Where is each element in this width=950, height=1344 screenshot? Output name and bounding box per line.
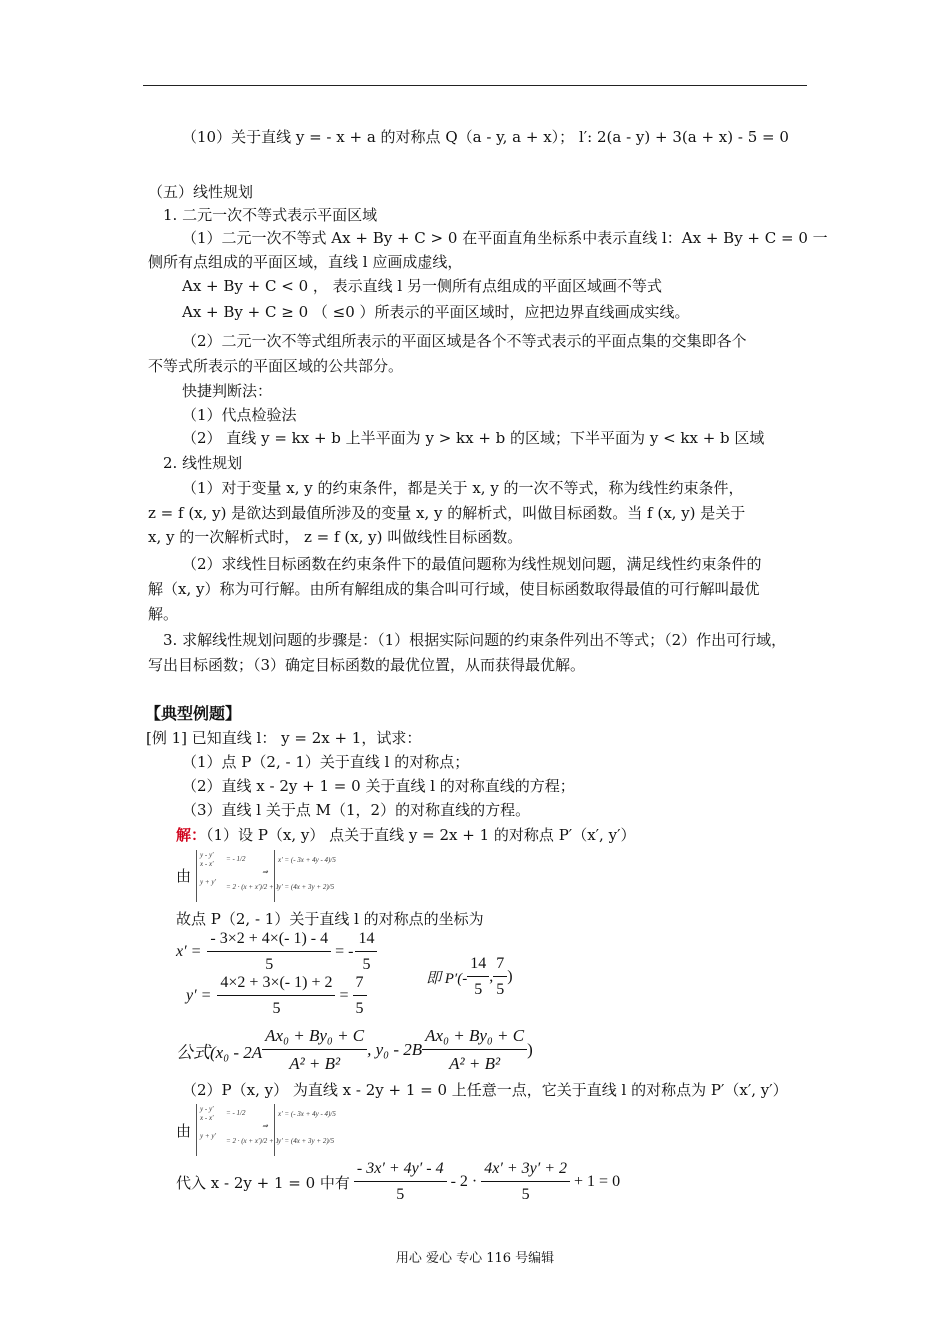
tiny2-eq-4: y + y′ <box>200 1132 216 1140</box>
substitution-frac-1 <box>354 1160 447 1204</box>
point-result-y-num: 7 <box>493 955 507 977</box>
symmetric-point-text: 故点 P（2, - 1）关于直线 l 的对称点的坐标为 <box>176 910 484 928</box>
formula-mid: , y₀ - 2B <box>367 1040 423 1059</box>
tiny-eq-7: y′ = (4x + 3y + 2)/5 <box>278 883 335 891</box>
fast-method-1: （1）代点检验法 <box>182 406 297 424</box>
x-prime-result <box>355 930 377 974</box>
substitution-num-1: - 3x′ + 4y′ - 4 <box>354 1160 447 1182</box>
section-5-title: （五）线性规划 <box>148 183 254 201</box>
tiny-eq-1: y - y′ <box>200 851 214 859</box>
substitution-equation <box>176 1160 620 1204</box>
tiny2-arrow: ⇒ <box>262 1122 268 1130</box>
example-1: [例 1] 已知直线 l： y = 2x + 1，试求： <box>146 729 422 747</box>
tiny-eq-5: = 2 · (x + x′)/2 + 1 <box>226 883 280 891</box>
y-prime-result <box>353 974 367 1018</box>
y-prime-num: 4×2 + 3×(- 1) + 2 <box>217 974 335 996</box>
substitution-frac-2 <box>481 1160 570 1204</box>
solution-label: 解： <box>176 826 207 844</box>
formula-frac-2 <box>422 1026 527 1074</box>
tiny2-eq-3: = - 1/2 <box>226 1109 246 1117</box>
para-2a: （2）二元一次不等式组所表示的平面区域是各个不等式表示的平面点集的交集即各个 <box>182 332 747 350</box>
substitution-den-2: 5 <box>521 1186 530 1203</box>
example-1-q3: （3）直线 l 关于点 M（1，2）的对称直线的方程。 <box>182 801 531 819</box>
formula-den-1: A² + B² <box>289 1054 341 1073</box>
x-prime-den: 5 <box>265 956 274 973</box>
y-prime-lhs: y′ = <box>186 987 212 1004</box>
substitution-den-1: 5 <box>396 1186 405 1203</box>
y-prime-equation <box>186 974 367 1018</box>
formula-num-2: Ax₀ + By₀ + C <box>422 1026 527 1050</box>
solution-1-text: （1）设 P（x, y） 点关于直线 y = 2x + 1 的对称点 P′（x′, y′） <box>206 826 636 844</box>
y-prime-fraction <box>217 974 335 1018</box>
formula-pre: 公式(x₀ - 2A <box>176 1042 263 1062</box>
para-1a: （1）二元一次不等式 Ax + By + C > 0 在平面直角坐标系中表示直线 l：Ax + By + C = 0 一 <box>182 229 828 247</box>
substitution-num-2: 4x′ + 3y′ + 2 <box>481 1160 570 1182</box>
x-prime-num: - 3×2 + 4×(- 1) - 4 <box>207 930 331 952</box>
fast-method-2: （2） 直线 y = kx + b 上半平面为 y > kx + b 的区域；下半平面为 y < kx + b 区域 <box>182 429 765 447</box>
point-result-end: ) <box>507 968 513 985</box>
substitution-end: + 1 = 0 <box>574 1173 621 1190</box>
substitution-pre: 代入 x - 2y + 1 = 0 中有 <box>176 1173 350 1192</box>
general-formula <box>176 1026 533 1074</box>
para-q2b: 解（x, y）称为可行解。由所有解组成的集合叫可行域，使目标函数取得最值的可行解叫最优 <box>148 580 760 598</box>
tiny-eq-2: x - x′ <box>200 860 214 868</box>
point-result <box>426 955 513 999</box>
x-prime-lhs: x′ = <box>176 943 202 960</box>
x-prime-eq: = - <box>335 943 354 960</box>
tiny2-eq-2: x - x′ <box>200 1114 214 1122</box>
item-10: （10）关于直线 y = - x + a 的对称点 Q（a - y, a + x）； l′: 2(a - y) + 3(a + x) - 5 = 0 <box>182 128 789 146</box>
solution-1 <box>176 825 635 845</box>
para-q1b: z = f (x, y) 是欲达到最值所涉及的变量 x, y 的解析式，叫做目标函数。当 f (x, y) 是关于 <box>148 504 746 522</box>
para-q2a: （2）求线性目标函数在约束条件下的最值问题称为线性规划问题，满足线性约束条件的 <box>182 555 762 573</box>
page-footer: 用心 爱心 专心 116 号编辑 <box>395 1251 555 1266</box>
subsection-5-1: 1. 二元一次不等式表示平面区域 <box>163 206 378 224</box>
formula-frac-1 <box>262 1026 367 1074</box>
x-prime-result-den: 5 <box>362 956 371 973</box>
header-rule <box>143 85 807 86</box>
subsection-5-3b: 写出目标函数；（3）确定目标函数的最优位置，从而获得最优解。 <box>148 656 586 674</box>
tiny-arrow-1: ⇒ <box>262 868 268 876</box>
tiny2-eq-6: x′ = (- 3x + 4y - 4)/5 <box>278 1110 336 1118</box>
y-prime-result-num: 7 <box>353 974 367 996</box>
x-prime-equation <box>176 930 377 974</box>
subsection-5-3a: 3. 求解线性规划问题的步骤是：（1）根据实际问题的约束条件列出不等式；（2）作出可行域， <box>163 631 787 649</box>
point-result-x-num: 14 <box>467 955 489 977</box>
x-prime-fraction <box>207 930 331 974</box>
para-1c: Ax + By + C < 0 ， 表示直线 l 另一侧所有点组成的平面区域画不等式 <box>182 277 662 295</box>
examples-heading: 【典型例题】 <box>145 704 242 723</box>
point-result-x-den: 5 <box>474 981 483 998</box>
para-1b: 侧所有点组成的平面区域，直线 l 应画成虚线， <box>148 253 463 271</box>
example-1-q1: （1）点 P（2, - 1）关于直线 l 的对称点； <box>182 753 470 771</box>
substitution-mid: - 2 · <box>450 1173 478 1190</box>
tiny-eq-6: x′ = (- 3x + 4y - 4)/5 <box>278 856 336 864</box>
tiny-eq-4: y + y′ <box>200 878 216 886</box>
tiny2-eq-1: y - y′ <box>200 1105 214 1113</box>
from-label-2: 由 <box>176 1122 192 1140</box>
point-result-y <box>493 955 507 999</box>
y-prime-eq: = <box>339 987 349 1004</box>
point-result-comma: , <box>489 968 494 985</box>
fast-method: 快捷判断法： <box>182 382 273 400</box>
example-1-q2: （2）直线 x - 2y + 1 = 0 关于直线 l 的对称直线的方程； <box>182 777 575 795</box>
point-result-x <box>467 955 489 999</box>
tiny-eq-3: = - 1/2 <box>226 855 246 863</box>
y-prime-den: 5 <box>272 1000 281 1017</box>
formula-den-2: A² + B² <box>449 1054 501 1073</box>
point-result-y-den: 5 <box>496 981 505 998</box>
y-prime-result-den: 5 <box>355 1000 364 1017</box>
para-1d: Ax + By + C ≥ 0 （ ≤0 ）所表示的平面区域时，应把边界直线画成实线。 <box>182 303 690 321</box>
tiny2-eq-7: y′ = (4x + 3y + 2)/5 <box>278 1137 335 1145</box>
subsection-5-2: 2. 线性规划 <box>163 454 243 472</box>
para-q1c: x, y 的一次解析式时， z = f (x, y) 叫做线性目标函数。 <box>148 528 523 546</box>
para-q2c: 解。 <box>148 605 179 623</box>
para-2b: 不等式所表示的平面区域的公共部分。 <box>148 357 404 375</box>
tiny2-eq-5: = 2 · (x + x′)/2 + 1 <box>226 1137 280 1145</box>
from-label-1: 由 <box>176 867 192 885</box>
para-q1a: （1）对于变量 x, y 的约束条件，都是关于 x, y 的一次不等式，称为线性约束条件， <box>182 479 744 497</box>
x-prime-result-num: 14 <box>355 930 377 952</box>
formula-end: ) <box>527 1040 533 1059</box>
point-result-pre: 即 P′(- <box>426 970 468 987</box>
solution-2: （2）P（x, y） 为直线 x - 2y + 1 = 0 上任意一点，它关于直线 l 的对称点为 P′（x′, y′） <box>182 1081 788 1099</box>
formula-num-1: Ax₀ + By₀ + C <box>262 1026 367 1050</box>
